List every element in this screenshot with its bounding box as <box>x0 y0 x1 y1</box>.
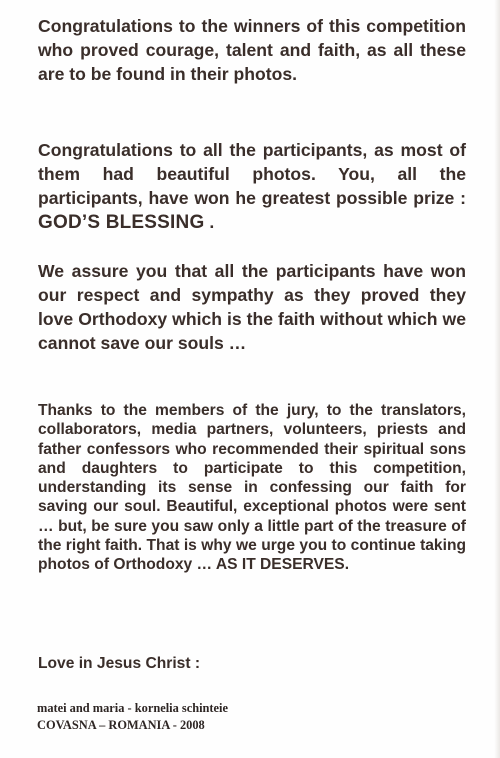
paragraph-winners: Congratulations to the winners of this competition who proved courage, talent and faith, as all these are to be found in their photos. <box>38 16 466 84</box>
gods-blessing-emphasis: GOD’S BLESSING <box>38 212 205 233</box>
signature-names: matei and maria - kornelia schinteie <box>37 701 229 715</box>
paragraph-participants-end: . <box>204 212 215 232</box>
paragraph-participants <box>38 138 466 235</box>
paragraph-respect: We assure you that all the participants have won our respect and sympathy as they proved they love Orthodoxy which is the faith without which we cannot save our souls … <box>38 261 466 353</box>
page-edge-shadow <box>494 0 500 758</box>
paragraph-thanks: Thanks to the members of the jury, to the translators, collaborators, media partners, volunteers, priests and father confessors who recommended their spiritual sons and daughters to participate to this competition, understanding its sense in confessing our faith for saving our soul. Beautiful, exceptional photos were sent … but, be sure you saw only a little part of the treasure of the right faith. That is why we urge you to continue taking photos of Orthodoxy … AS IT DESERVES. <box>38 402 466 574</box>
closing-line: Love in Jesus Christ : <box>38 655 201 672</box>
signature-block <box>37 700 228 734</box>
signature-place: COVASNA – ROMANIA - 2008 <box>37 718 205 732</box>
paragraph-participants-text: Congratulations to all the participants, as most of them had beautiful photos. You, all the participants, have won he greatest possible prize : <box>38 140 466 208</box>
